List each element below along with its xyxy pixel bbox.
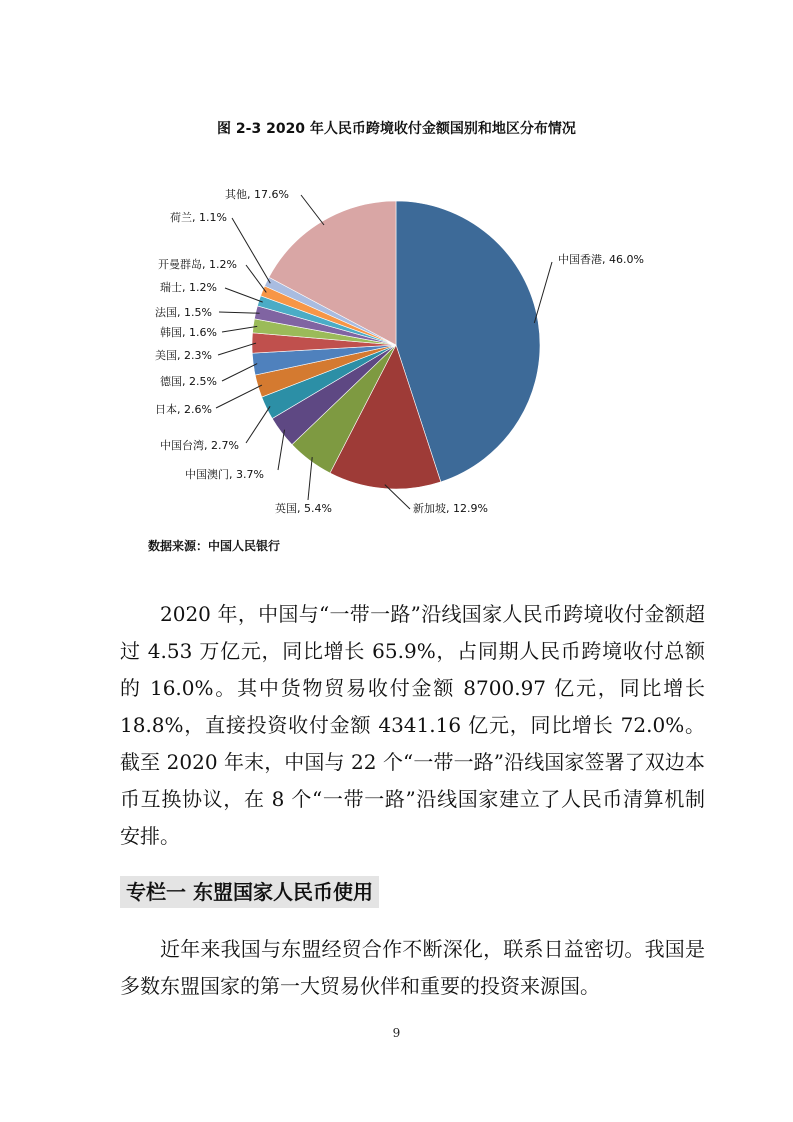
slice-label: 韩国, 1.6% — [160, 326, 217, 339]
leader-line — [222, 326, 257, 332]
slice-label: 开曼群岛, 1.2% — [158, 258, 237, 271]
leader-line — [218, 343, 256, 355]
leader-line — [246, 265, 266, 292]
leader-line — [246, 406, 270, 443]
slice-label: 瑞士, 1.2% — [160, 281, 217, 294]
slice-label: 法国, 1.5% — [155, 306, 212, 319]
section-heading: 专栏一 东盟国家人民币使用 — [120, 876, 379, 908]
leader-line — [232, 218, 270, 283]
body-paragraph-2: 近年来我国与东盟经贸合作不断深化，联系日益密切。我国是多数东盟国家的第一大贸易伙伴和重要的投资来源国。 — [120, 937, 705, 998]
slice-label: 其他, 17.6% — [225, 188, 289, 201]
leader-line — [534, 262, 552, 323]
slice-label: 日本, 2.6% — [155, 403, 212, 416]
leader-line — [308, 457, 312, 500]
slice-label: 美国, 2.3% — [155, 349, 212, 362]
chart-title: 图 2-3 2020 年人民币跨境收付金额国别和地区分布情况 — [217, 121, 576, 137]
leader-line — [225, 288, 263, 302]
pie-chart — [0, 160, 793, 530]
slice-label: 荷兰, 1.1% — [170, 211, 227, 224]
pie-slices — [252, 201, 540, 489]
leader-line — [219, 312, 260, 313]
body-paragraph-1: 2020 年，中国与“一带一路”沿线国家人民币跨境收付金额超过 4.53 万亿元，同比增长 65.9%，占同期人民币跨境收付总额的 16.0%。其中货物贸易收付金额 8700.97 亿元，同比增长 18.8%，直接投资收付金额 4341.16 亿元，同比增长 72.0%。截至 2020 年末，中国与 22 个“一带一路”沿线国家签署了双边本币互换协议，在 8 个“一带一路”沿线国家建立了人民币清算机制安排。 — [120, 602, 705, 848]
leader-line — [301, 195, 324, 225]
leader-line — [222, 364, 257, 381]
slice-label: 新加坡, 12.9% — [413, 502, 488, 515]
data-source: 数据来源：中国人民银行 — [148, 539, 281, 553]
slice-label: 德国, 2.5% — [160, 375, 217, 388]
slice-label: 中国香港, 46.0% — [558, 253, 644, 266]
leader-line — [216, 385, 262, 408]
slice-label: 英国, 5.4% — [275, 502, 332, 515]
slice-label: 中国台湾, 2.7% — [160, 439, 239, 452]
slice-label: 中国澳门, 3.7% — [185, 468, 264, 481]
leader-line — [278, 430, 285, 470]
page-number: 9 — [392, 1026, 401, 1040]
